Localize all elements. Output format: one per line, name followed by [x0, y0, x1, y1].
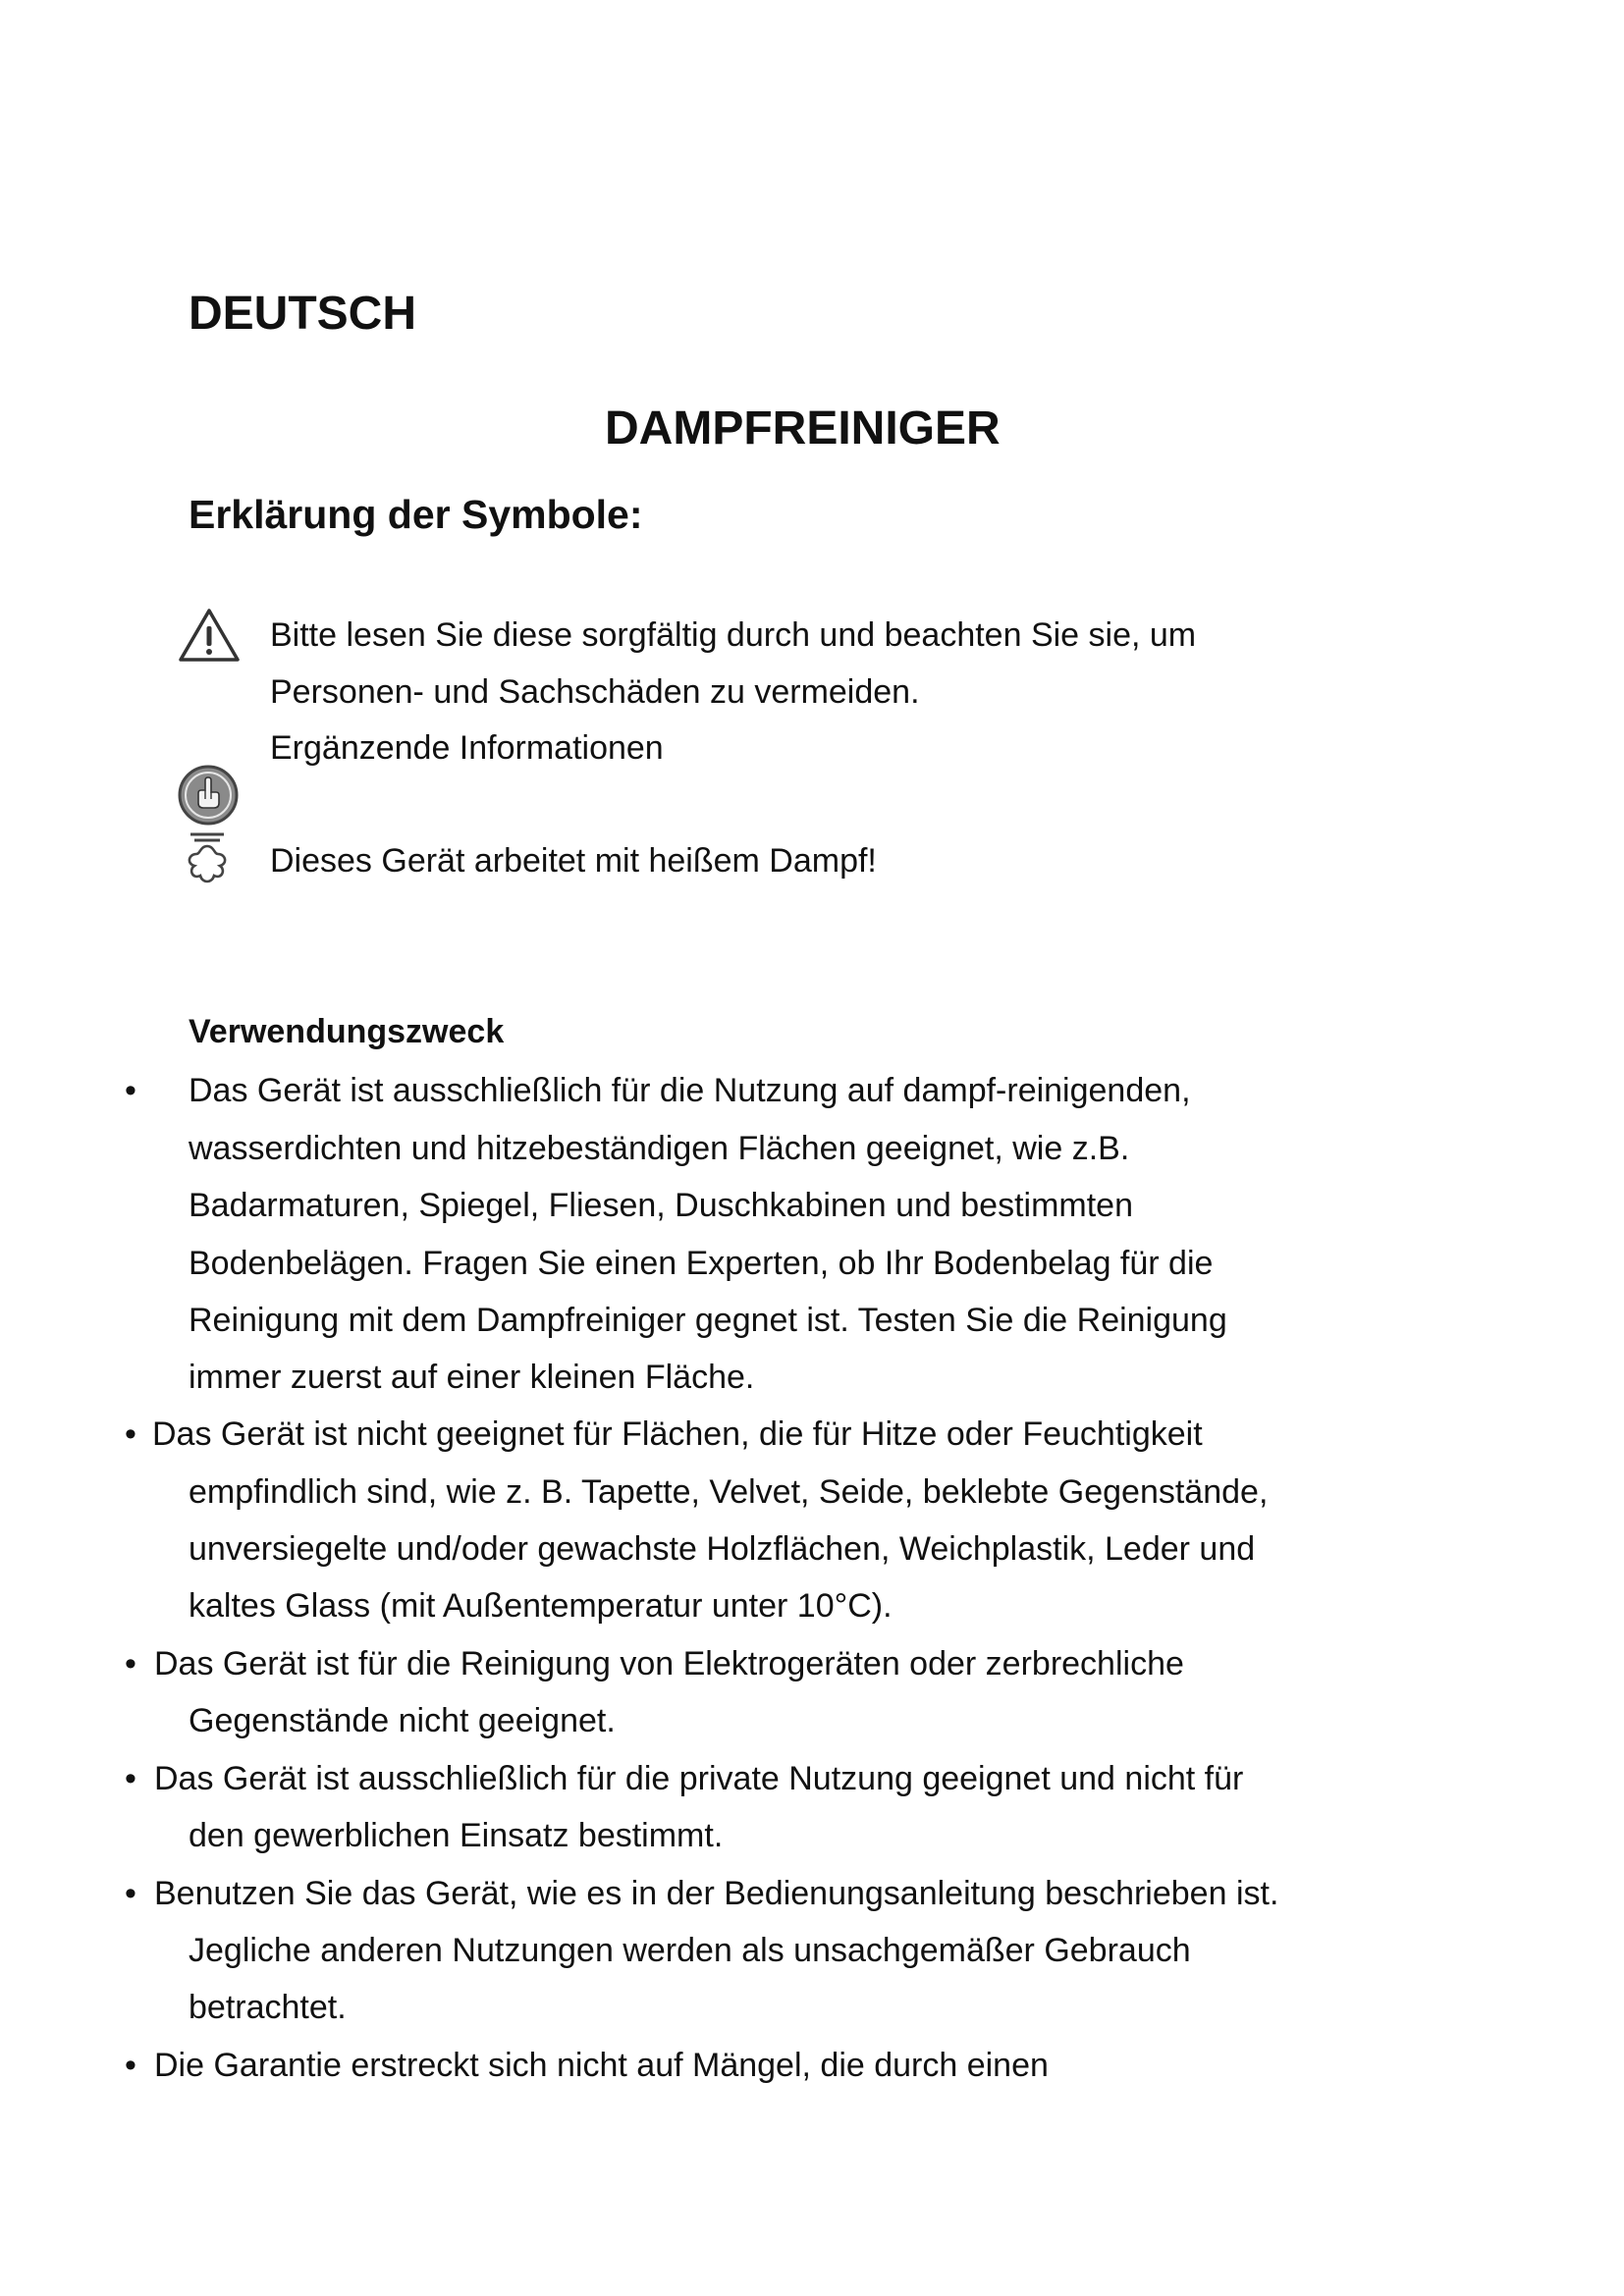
bullet-marker: •: [125, 1645, 136, 1682]
symbol-warning-text-line-1: Bitte lesen Sie diese sorgfältig durch und beachten Sie sie, um: [270, 616, 1197, 654]
bullet-marker: •: [125, 2047, 136, 2084]
usage-item-1-line-4: Bodenbelägen. Fragen Sie einen Experten, ob Ihr Bodenbelag für die: [189, 1245, 1214, 1282]
bullet-marker: •: [125, 1415, 136, 1453]
bullet-marker: •: [125, 1875, 136, 1912]
usage-item-1-line-5: Reinigung mit dem Dampfreiniger gegnet ist. Testen Sie die Reinigung: [189, 1302, 1227, 1339]
warning-triangle-icon: [177, 607, 242, 664]
bullet-marker: •: [125, 1072, 136, 1109]
usage-item-5-line-1: Benutzen Sie das Gerät, wie es in der Bedienungsanleitung beschrieben ist.: [154, 1875, 1279, 1912]
bullet-marker: •: [125, 1760, 136, 1797]
usage-item-3-line-1: Das Gerät ist für die Reinigung von Elektrogeräten oder zerbrechliche: [154, 1645, 1184, 1682]
symbols-heading: Erklärung der Symbole:: [189, 492, 643, 537]
info-hand-icon: [177, 764, 240, 827]
usage-item-1-line-1: Das Gerät ist ausschließlich für die Nutzung auf dampf-reinigenden,: [189, 1072, 1191, 1109]
usage-item-4-line-1: Das Gerät ist ausschließlich für die private Nutzung geeignet und nicht für: [154, 1760, 1244, 1797]
usage-item-2-line-2: empfindlich sind, wie z. B. Tapette, Velvet, Seide, beklebte Gegenstände,: [189, 1473, 1269, 1511]
usage-item-1-line-6: immer zuerst auf einer kleinen Fläche.: [189, 1359, 755, 1396]
usage-item-6-line-1: Die Garantie erstreckt sich nicht auf Mängel, die durch einen: [154, 2047, 1049, 2084]
hot-steam-icon: [177, 828, 238, 889]
page-title: DAMPFREINIGER: [605, 402, 1001, 454]
usage-item-2-line-3: unversiegelte und/oder gewachste Holzflächen, Weichplastik, Leder und: [189, 1530, 1256, 1568]
symbol-steam-text: Dieses Gerät arbeitet mit heißem Dampf!: [270, 842, 877, 880]
usage-heading: Verwendungszweck: [189, 1013, 505, 1050]
symbol-warning-text-line-2: Personen- und Sachschäden zu vermeiden.: [270, 673, 920, 711]
usage-item-2-line-4: kaltes Glass (mit Außentemperatur unter 10°C).: [189, 1587, 893, 1625]
symbol-info-text: Ergänzende Informationen: [270, 729, 664, 767]
usage-item-5-line-2: Jegliche anderen Nutzungen werden als unsachgemäßer Gebrauch: [189, 1932, 1191, 1969]
usage-item-3-line-2: Gegenstände nicht geeignet.: [189, 1702, 616, 1739]
usage-item-1-line-3: Badarmaturen, Spiegel, Fliesen, Duschkabinen und bestimmten: [189, 1187, 1133, 1224]
usage-item-4-line-2: den gewerblichen Einsatz bestimmt.: [189, 1817, 724, 1854]
usage-item-5-line-3: betrachtet.: [189, 1989, 347, 2026]
language-heading: DEUTSCH: [189, 288, 417, 340]
usage-item-2-line-1: Das Gerät ist nicht geeignet für Flächen, die für Hitze oder Feuchtigkeit: [152, 1415, 1203, 1453]
usage-item-1-line-2: wasserdichten und hitzebeständigen Flächen geeignet, wie z.B.: [189, 1130, 1130, 1167]
